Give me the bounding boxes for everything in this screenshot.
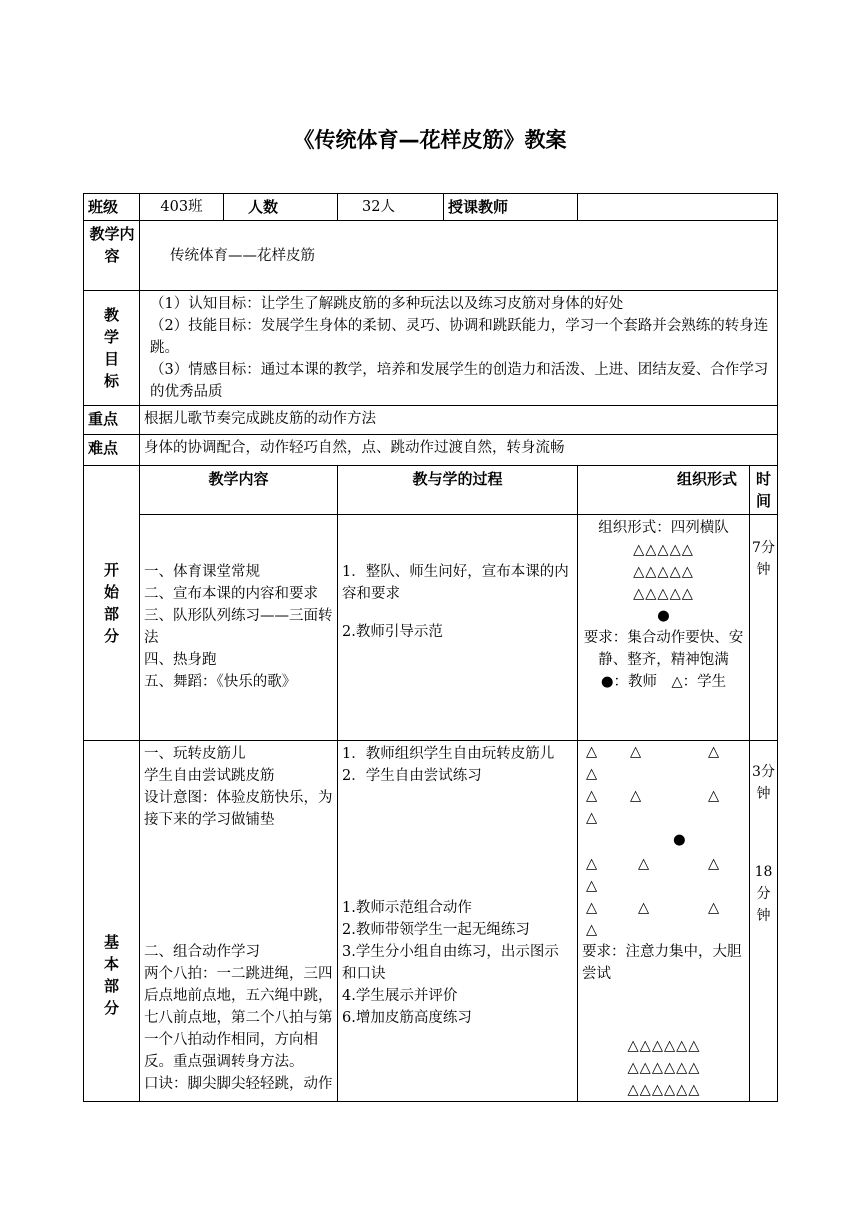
difficulty-label: 难点 [84,435,140,466]
goal-skill: （2）技能目标：发展学生身体的柔韧、灵巧、协调和跳跃能力，学习一个套路并会熟练的转身连跳。 [150,318,769,356]
basic-content-item: 口诀：脚尖脚尖轻轻跳，动作 [144,1076,333,1092]
teacher-value [578,194,778,221]
student-mark: △ [638,900,650,916]
basic-content [140,741,338,1102]
content-value: 传统体育——花样皮筋 [140,221,778,291]
basic-time-1: 3分钟 [752,764,775,802]
col-time: 时间 [750,466,778,515]
student-mark: △ [586,922,598,938]
col-content: 教学内容 [140,466,338,515]
basic-time-2: 18分钟 [754,864,773,924]
start-time: 7分钟 [750,515,778,741]
student-mark: △ [586,878,598,894]
basic-formation [578,741,749,1098]
student-mark: △ [586,810,598,826]
col-process: 教与学的过程 [338,466,578,515]
content-row [84,221,778,291]
difficulty-value: 身体的协调配合，动作轻巧自然，点、跳动作过渡自然，转身流畅 [140,435,778,466]
key-row [84,406,778,435]
start-content-item: 一、体育课堂常规 [144,564,260,580]
basic-process-item: 6.增加皮筋高度练习 [342,1010,472,1026]
count-value: 32人 [338,194,444,221]
start-org-requirement: 要求：集合动作要快、安静、整齐，精神饱满 [583,630,744,668]
student-row: △△△△△△ [627,1060,701,1076]
col-org: 组织形式 [578,466,750,515]
basic-content-item: 二、组合动作学习 [144,944,260,960]
student-row: △△△△△ [633,586,694,602]
student-mark: △ [586,766,598,782]
student-row: △△△△△ [633,564,694,580]
header-row [84,194,778,221]
basic-process-item: 2.教师带领学生一起无绳练习 [342,922,530,938]
goal-cognitive: （1）认知目标：让学生了解跳皮筋的多种玩法以及练习皮筋对身体的好处 [150,296,624,312]
basic-row [84,741,778,1102]
difficulty-row [84,435,778,466]
student-mark: △ [630,744,642,760]
student-mark: △ [586,900,598,916]
lesson-plan-table [83,193,777,1098]
basic-process-item: 1.教师示范组合动作 [342,900,472,916]
start-content-item: 四、热身跑 [144,652,217,668]
basic-process-item: 3.学生分小组自由练习，出示图示和口诀 [342,944,559,982]
student-row: △△△△△△ [627,1082,701,1098]
teacher-dot: ● [673,832,686,848]
basic-content-item: 两个八拍：一二跳进绳，三四后点地前点地，五六绳中跳，七八前点地，第二个八拍与第一个八拍动作相同，方向相反。重点强调转身方法。 [144,966,333,1070]
basic-content-item: 学生自由尝试跳皮筋 [144,768,275,784]
basic-process-item: 4.学生展示并评价 [342,988,458,1004]
start-process-item: 1．整队、师生问好，宣布本课的内容和要求 [342,564,569,602]
class-value: 403班 [140,194,224,221]
start-content-item: 五、舞蹈：《快乐的歌》 [144,674,297,690]
student-mark: △ [708,744,720,760]
basic-content-item: 设计意图：体验皮筋快乐，为接下来的学习做铺垫 [144,790,333,828]
basic-time [750,741,778,1102]
goal-emotion: （3）情感目标：通过本课的教学，培养和发展学生的创造力和活泼、上进、团结友爱、合作学习的优秀品质 [150,362,769,400]
key-value: 根据儿歌节奏完成跳皮筋的动作方法 [140,406,778,435]
goals-value [140,291,778,406]
key-label: 重点 [84,406,140,435]
org-legend: ●：教师 △：学生 [600,674,727,690]
start-org-title: 组织形式：四列横队 [598,520,729,536]
student-row: △△△△△ [633,542,694,558]
student-mark: △ [586,856,598,872]
start-row [84,515,778,741]
student-mark: △ [708,856,720,872]
class-label: 班级 [84,194,140,221]
basic-content-item: 一、玩转皮筋儿 [144,746,246,762]
start-org [578,515,750,741]
teacher-label: 授课教师 [444,194,578,221]
basic-process [338,741,578,1102]
start-process [338,515,578,741]
page-title: 《传统体育—花样皮筋》教案 [293,128,567,152]
count-label: 人数 [224,194,338,221]
column-header-row [84,466,778,515]
teacher-dot: ● [657,608,670,624]
student-mark: △ [586,744,598,760]
basic-process-item: 2．学生自由尝试练习 [342,768,482,784]
start-process-item: 2.教师引导示范 [342,624,443,640]
goals-row [84,291,778,406]
basic-org [578,741,750,1102]
basic-process-item: 1．教师组织学生自由玩转皮筋儿 [342,746,555,762]
student-row: △△△△△△ [627,1038,701,1054]
student-mark: △ [638,856,650,872]
student-mark: △ [630,788,642,804]
basic-org-requirement: 要求：注意力集中，大胆尝试 [582,944,742,982]
content-label: 教学内容 [84,221,140,291]
student-mark: △ [708,788,720,804]
goals-label: 教学目标 [84,291,140,406]
start-label: 开始部分 [84,466,140,741]
student-mark: △ [708,900,720,916]
student-mark: △ [586,788,598,804]
start-content [140,515,338,741]
start-content-item: 三、队形队列练习——三面转法 [144,608,333,646]
basic-label: 基本部分 [84,741,140,1102]
start-content-item: 二、宣布本课的内容和要求 [144,586,318,602]
